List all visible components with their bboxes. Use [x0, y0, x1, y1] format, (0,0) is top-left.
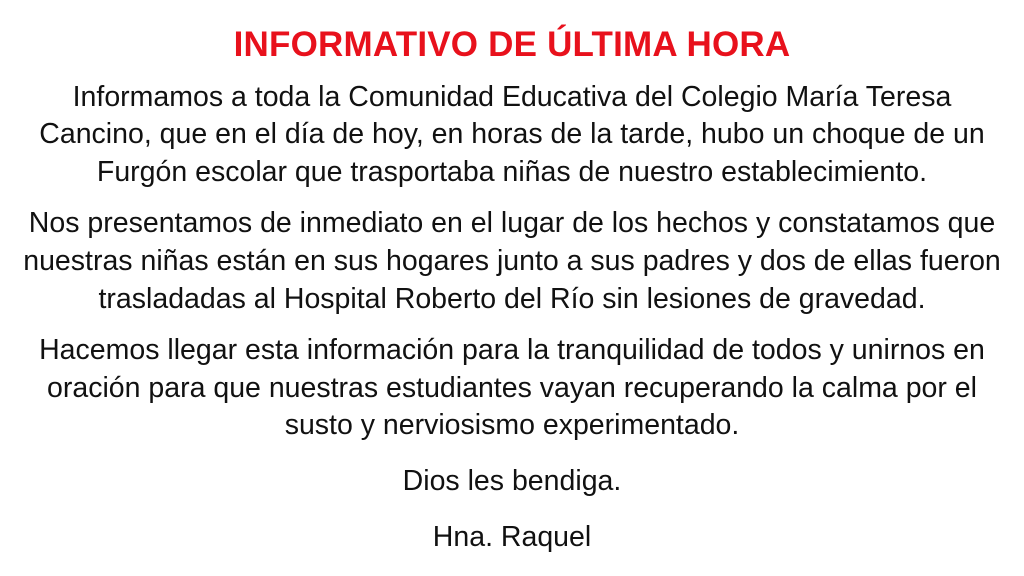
closing-line: Dios les bendiga. — [402, 464, 622, 497]
paragraph-3: Hacemos llegar esta información para la tranquilidad de todos y unirnos en oración para que nuestras estudiantes vayan recuperando la calma por el susto y nerviosismo experimentado. — [39, 334, 985, 442]
signature-line: Hna. Raquel — [432, 520, 592, 553]
page-title: INFORMATIVO DE ÚLTIMA HORA — [233, 25, 791, 64]
paragraph-1: Informamos a toda la Comunidad Educativa del Colegio María Teresa Cancino, que en el día de hoy, en horas de la tarde, hubo un choque de un Furgón escolar que trasportaba niñas de nuestro establecimiento. — [39, 80, 985, 188]
paragraph-2: Nos presentamos de inmediato en el lugar de los hechos y constatamos que nuestras niñas están en sus hogares junto a sus padres y dos de ellas fueron trasladadas al Hospital Roberto del Río sin lesiones de gravedad. — [23, 207, 1001, 315]
